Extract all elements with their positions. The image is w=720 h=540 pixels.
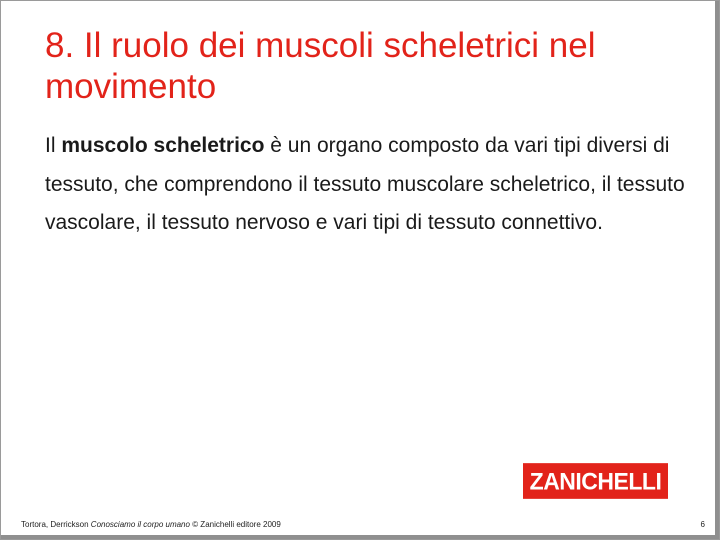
body-text-bold-term: muscolo scheletrico xyxy=(61,134,265,157)
footer-publisher: © Zanichelli editore 2009 xyxy=(189,520,281,529)
slide-body-text xyxy=(45,127,685,243)
page-number: 6 xyxy=(700,520,705,529)
footer-authors: Tortora, Derrickson xyxy=(21,520,91,529)
body-text-rest: è un organo composto da vari tipi diversi di tessuto, che comprendono il tessuto muscolare scheletrico, il tessuto vascolare, il tessuto nervoso e vari tipi di tessuto connettivo. xyxy=(45,134,685,234)
zanichelli-logo: ZANICHELLI xyxy=(523,463,668,499)
footer-book-title: Conosciamo il corpo umano xyxy=(90,520,190,529)
slide-title: 8. Il ruolo dei muscoli scheletrici nel movimento xyxy=(45,26,596,106)
footer-credits xyxy=(21,520,281,530)
body-text-intro: Il xyxy=(45,134,62,157)
